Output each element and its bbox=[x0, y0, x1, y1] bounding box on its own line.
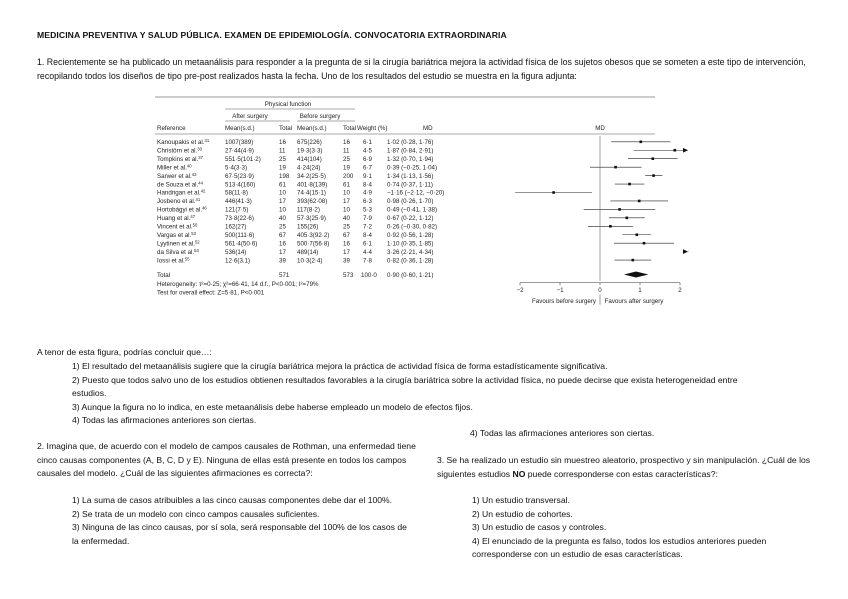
study-after-total: 39 bbox=[279, 257, 286, 265]
q3-stem-part-a: 3. Se ha realizado un estudio sin muestreo aleatorio, prospectivo y sin manipulación. ¿Cuál de los siguientes estudios bbox=[437, 455, 811, 479]
q2-option-1[interactable]: 1) La suma de casos atribuibles a las cinco causas componentes debe dar el 100%. bbox=[72, 495, 393, 505]
q1-option-3[interactable]: 3) Aunque la figura no lo indica, en este metaanálisis debe haberse empleado un modelo de efectos fijos. bbox=[72, 401, 473, 412]
study-before-mean: 34·2(25·5) bbox=[297, 172, 326, 180]
col-header-after-total: Total bbox=[279, 125, 293, 132]
study-md-ci: 3·26 (2·21, 4·34) bbox=[387, 248, 434, 256]
study-point-estimate bbox=[652, 174, 655, 177]
study-reference-superscript: 55 bbox=[184, 256, 190, 262]
study-weight: 4·4 bbox=[363, 248, 372, 256]
col-header-md: MD bbox=[423, 125, 433, 132]
col-header-before-total: Total bbox=[343, 125, 357, 132]
total-after-n: 571 bbox=[279, 271, 290, 279]
study-point-estimate bbox=[643, 242, 646, 245]
study-reference-superscript: 53 bbox=[191, 230, 196, 236]
study-weight: 9·1 bbox=[363, 172, 372, 180]
study-point-estimate bbox=[674, 149, 677, 152]
study-after-total: 16 bbox=[279, 139, 286, 146]
study-reference: Josbeno et al.$^{41}$ bbox=[157, 197, 201, 206]
study-after-mean: 12·6(3.1) bbox=[225, 257, 251, 265]
study-point-estimate bbox=[626, 217, 629, 220]
overall-effect-test: Test for overall effect: Z=5·81, P<0·001 bbox=[157, 289, 265, 297]
study-ci-arrow-right bbox=[683, 249, 688, 254]
heterogeneity-stats: Heterogeneity: τ²=0·25; χ²=66·41, 14 d.f., P<0·001; I²=79% bbox=[157, 280, 319, 288]
study-after-mean: 121(7·5) bbox=[225, 206, 249, 214]
study-reference-superscript: 46 bbox=[202, 205, 207, 211]
study-before-mean: 405·3(92·2) bbox=[297, 231, 330, 239]
study-before-mean: 4·24(24) bbox=[297, 164, 321, 172]
study-after-total: 11 bbox=[279, 147, 286, 155]
study-reference-superscript: 30 bbox=[197, 146, 202, 152]
study-after-total: 67 bbox=[279, 231, 286, 239]
study-before-total: 11 bbox=[343, 147, 350, 155]
total-before-n: 573 bbox=[343, 271, 354, 279]
question-1-options bbox=[72, 360, 762, 428]
forest-plot bbox=[155, 96, 682, 328]
study-weight: 6·3 bbox=[363, 198, 372, 206]
study-before-mean: 10·3(2·4) bbox=[297, 257, 323, 265]
study-before-mean: 401·8(139) bbox=[297, 181, 328, 189]
study-before-mean: 155(26) bbox=[297, 223, 319, 231]
study-weight: 6·1 bbox=[363, 139, 372, 146]
q3-option-3[interactable]: 3) Un estudio de casos y controles. bbox=[472, 522, 607, 533]
study-md-ci: 0·26 (−0·30, 0·82) bbox=[387, 223, 438, 231]
study-reference-superscript: 37 bbox=[198, 154, 203, 160]
col-header-before-mean: Mean(s.d.) bbox=[297, 125, 327, 132]
study-after-mean: 73·8(22·6) bbox=[225, 215, 254, 223]
study-point-estimate bbox=[618, 208, 621, 211]
study-before-mean: 19·3(3·3) bbox=[297, 147, 323, 155]
question-3-stem bbox=[437, 454, 827, 481]
study-before-mean: 414(104) bbox=[297, 155, 322, 163]
study-md-ci: 0·98 (0·26, 1·70) bbox=[387, 198, 434, 206]
before-surgery-header: Before surgery bbox=[299, 113, 341, 120]
favours-after-label: Favours after surgery bbox=[604, 297, 664, 305]
study-reference-superscript: 44 bbox=[198, 180, 203, 186]
q1-option-1[interactable]: 1) El resultado del metaanálisis sugiere que la cirugía bariátrica mejora la práctica de actividad física de forma estadísticamente significativa. bbox=[72, 361, 608, 371]
study-md-ci: 0·92 (0·56, 1·28) bbox=[387, 231, 434, 239]
study-after-total: 19 bbox=[279, 164, 286, 172]
study-before-total: 40 bbox=[343, 215, 350, 223]
study-weight: 7·9 bbox=[363, 215, 372, 223]
study-md-ci: 1·10 (0·35, 1·85) bbox=[387, 240, 434, 248]
study-before-total: 17 bbox=[343, 248, 350, 256]
study-reference: Christörn et al.$^{30}$ bbox=[157, 146, 202, 155]
study-before-total: 10 bbox=[343, 189, 350, 197]
study-reference: Huang et al.$^{47}$ bbox=[157, 214, 196, 223]
study-weight: 5·3 bbox=[363, 206, 372, 214]
study-before-total: 67 bbox=[343, 231, 350, 239]
study-after-mean: 1007(389) bbox=[225, 139, 254, 146]
q3-option-1[interactable]: 1) Un estudio transversal. bbox=[472, 495, 570, 505]
study-reference-superscript: 50 bbox=[192, 222, 198, 228]
question-2-stem: 2. Imagina que, de acuerdo con el modelo de campos causales de Rothman, una enfermedad tiene cinco causas componentes (A, B, C, D y E). Ninguna de ellas está presente en todos los campos causales del modelo. ¿Cuál de las siguientes afirmaciones es correcta?: bbox=[37, 441, 416, 479]
study-weight: 4·5 bbox=[363, 147, 372, 155]
study-weight: 8·4 bbox=[363, 231, 372, 239]
study-reference: Handrigan et al.$^{42}$ bbox=[157, 188, 206, 197]
study-before-total: 61 bbox=[343, 181, 350, 189]
study-after-mean: 536(14) bbox=[225, 248, 247, 256]
study-after-mean: 513·4(160) bbox=[225, 181, 256, 189]
study-md-ci: 0·82 (0·36, 1·28) bbox=[387, 257, 434, 265]
q1-option-2[interactable]: 2) Puesto que todos salvo uno de los estudios obtienen resultados favorables a la cirugía bariátrica sobre la actividad física, no puede decirse que exista heterogeneidad entre estudios. bbox=[72, 374, 738, 399]
study-md-ci: 0·67 (0·22, 1·12) bbox=[387, 215, 434, 223]
after-surgery-header: After surgery bbox=[232, 113, 268, 120]
study-before-mean: 393(62·08) bbox=[297, 198, 328, 206]
study-after-mean: 446(41·3) bbox=[225, 198, 252, 206]
study-weight: 6·7 bbox=[363, 164, 372, 172]
question-1-lead: A tenor de esta figura, podrías concluir que…: bbox=[37, 347, 212, 357]
q1-option-4[interactable]: 4) Todas las afirmaciones anteriores son ciertas. bbox=[72, 415, 257, 426]
study-before-total: 16 bbox=[343, 139, 350, 146]
study-point-estimate bbox=[632, 259, 635, 262]
study-md-ci: 1·02 (0·28, 1·76) bbox=[387, 139, 434, 146]
group-header-physical-function: Physical function bbox=[264, 101, 312, 108]
study-after-total: 10 bbox=[279, 189, 286, 197]
study-reference-superscript: 54 bbox=[194, 247, 199, 253]
study-reference: Vargas et al.$^{53}$ bbox=[157, 230, 196, 239]
study-after-total: 17 bbox=[279, 248, 286, 256]
x-axis-tick-label: −2 bbox=[516, 286, 524, 294]
study-after-total: 10 bbox=[279, 206, 286, 214]
study-before-total: 39 bbox=[343, 257, 350, 265]
study-after-mean: 561·4(50·6) bbox=[225, 240, 258, 248]
study-after-total: 25 bbox=[279, 155, 286, 163]
study-reference-superscript: 42 bbox=[200, 188, 206, 194]
study-after-mean: 5·4(3·3) bbox=[225, 164, 248, 172]
question-2-options bbox=[72, 494, 412, 548]
study-reference: Sarwer et al.$^{43}$ bbox=[157, 171, 197, 180]
study-weight: 8·4 bbox=[363, 181, 372, 189]
study-weight: 4·9 bbox=[363, 189, 372, 197]
study-after-total: 61 bbox=[279, 181, 286, 189]
q3-stem-part-b: puede corresponderse con estas características?: bbox=[525, 468, 718, 479]
study-after-total: 17 bbox=[279, 198, 286, 206]
study-md-ci: 1·87 (0·84, 2·91) bbox=[387, 147, 434, 155]
study-reference: Kanoupakis et al.$^{31}$ bbox=[157, 138, 210, 146]
study-after-total: 16 bbox=[279, 240, 286, 248]
study-before-mean: 117(8·2) bbox=[297, 206, 320, 214]
total-diamond bbox=[624, 272, 648, 278]
study-reference-superscript: 40 bbox=[186, 163, 192, 169]
col-header-after-mean: Mean(s.d.) bbox=[225, 125, 255, 132]
x-axis-tick-label: −1 bbox=[556, 286, 564, 294]
study-before-total: 25 bbox=[343, 223, 350, 231]
q3-option-2[interactable]: 2) Un estudio de cohortes. bbox=[472, 508, 573, 519]
study-before-mean: 57·3(25·9) bbox=[297, 215, 326, 223]
study-reference: Hortobágyi et al.$^{46}$ bbox=[157, 205, 207, 214]
study-after-mean: 58(11·8) bbox=[225, 189, 248, 197]
study-md-ci: 1·32 (0·70, 1·94) bbox=[387, 155, 434, 163]
study-md-ci: 1·34 (1·13, 1·56) bbox=[387, 172, 434, 180]
q2-option-2[interactable]: 2) Se trata de un modelo con cinco campos causales suficientes. bbox=[72, 508, 320, 519]
study-md-ci: 0·49 (−0·41, 1·38) bbox=[387, 206, 438, 214]
study-point-estimate bbox=[614, 166, 617, 169]
favours-before-label: Favours before surgery bbox=[532, 297, 596, 305]
total-weight: 100·0 bbox=[361, 271, 377, 279]
study-point-estimate bbox=[552, 191, 555, 194]
study-md-ci: 0·39 (−0·25, 1·04) bbox=[387, 164, 438, 172]
study-weight: 6·9 bbox=[363, 155, 372, 163]
q3-stem-emphasis: NO bbox=[512, 468, 526, 479]
study-before-total: 17 bbox=[343, 198, 350, 206]
study-reference: Vincent et al.$^{50}$ bbox=[157, 222, 198, 231]
study-point-estimate bbox=[628, 183, 631, 186]
study-point-estimate bbox=[609, 225, 612, 228]
q3-option-4[interactable]: 4) El enunciado de la pregunta es falso, todos los estudios anteriores pueden corresponderse con un estudio de esas características. bbox=[472, 535, 767, 560]
question-3-options bbox=[472, 494, 812, 562]
study-before-total: 200 bbox=[343, 172, 354, 180]
exam-title: MEDICINA PREVENTIVA Y SALUD PÚBLICA. EXAMEN DE EPIDEMIOLOGÍA. CONVOCATORIA EXTRAORDINARIA bbox=[37, 30, 507, 40]
study-before-total: 25 bbox=[343, 155, 350, 163]
col-header-md-plot: MD bbox=[595, 125, 605, 132]
x-axis-tick-label: 2 bbox=[678, 286, 682, 294]
study-weight: 6·1 bbox=[363, 240, 372, 248]
study-reference: da Silva et al.$^{54}$ bbox=[157, 247, 199, 256]
study-reference: de Souza et al.$^{44}$ bbox=[157, 180, 203, 189]
col-header-weight: Weight (%) bbox=[357, 125, 388, 132]
study-point-estimate bbox=[640, 141, 643, 144]
question-1-stem: 1. Recientemente se ha publicado un metaanálisis para responder a la pregunta de si la cirugía bariátrica mejora la actividad física de los sujetos obesos que se someten a este tipo de intervención, recopilando todos los diseños de tipo pre-post realizados hasta la fecha. Uno de los resultados del estudio se muestra en la figura adjunta: bbox=[37, 57, 806, 81]
study-after-mean: 551·5(101·2) bbox=[225, 155, 261, 163]
study-after-mean: 162(27) bbox=[225, 223, 247, 231]
study-reference-superscript: 47 bbox=[190, 214, 196, 220]
study-reference-superscript: 31 bbox=[204, 138, 210, 143]
study-before-mean: 74·4(15·1) bbox=[297, 189, 326, 197]
study-weight: 7·2 bbox=[363, 223, 372, 231]
study-reference: Tompkins et al.$^{37}$ bbox=[157, 154, 203, 163]
study-md-ci: −1·16 (−2·12, −0·20) bbox=[387, 189, 445, 197]
study-before-total: 16 bbox=[343, 240, 350, 248]
study-before-total: 19 bbox=[343, 164, 350, 172]
study-md-ci: 0·74 (0·37, 1·11) bbox=[387, 181, 433, 189]
study-before-mean: 675(226) bbox=[297, 139, 322, 146]
study-before-total: 10 bbox=[343, 206, 350, 214]
total-md-ci: 0·90 (0·60, 1·21) bbox=[387, 271, 434, 279]
study-reference: Iossi et al.$^{55}$ bbox=[157, 256, 190, 265]
study-point-estimate bbox=[652, 157, 655, 160]
study-reference-superscript: 52 bbox=[194, 239, 200, 245]
study-point-estimate bbox=[638, 200, 641, 203]
forest-plot-figure bbox=[155, 96, 682, 328]
study-point-estimate bbox=[636, 233, 639, 236]
study-after-total: 198 bbox=[279, 172, 290, 180]
q1-option-4-duplicate[interactable]: 4) Todas las afirmaciones anteriores son ciertas. bbox=[470, 428, 655, 438]
x-axis-tick-label: 0 bbox=[598, 286, 602, 294]
study-before-mean: 489(14) bbox=[297, 248, 319, 256]
study-weight: 7·8 bbox=[363, 257, 372, 265]
study-reference: Lyytinen et al.$^{52}$ bbox=[157, 239, 200, 248]
q2-option-3[interactable]: 3) Ninguna de las cinco causas, por sí sola, será responsable del 100% de los casos de la enfermedad. bbox=[72, 522, 407, 546]
study-after-total: 25 bbox=[279, 223, 286, 231]
study-after-mean: 27·44(4·9) bbox=[225, 147, 254, 155]
study-ci-arrow-right bbox=[683, 148, 688, 153]
study-before-mean: 500·7(56·8) bbox=[297, 240, 330, 248]
study-after-total: 40 bbox=[279, 215, 286, 223]
col-header-reference: Reference bbox=[157, 125, 186, 132]
study-reference-superscript: 43 bbox=[191, 171, 197, 177]
total-label: Total bbox=[157, 271, 171, 279]
study-reference-superscript: 41 bbox=[195, 197, 201, 203]
study-reference: Miller et al.$^{40}$ bbox=[157, 163, 192, 172]
x-axis-tick-label: 1 bbox=[638, 286, 642, 294]
study-after-mean: 67·5(23·9) bbox=[225, 172, 254, 180]
study-after-mean: 500(111·6) bbox=[225, 231, 255, 239]
